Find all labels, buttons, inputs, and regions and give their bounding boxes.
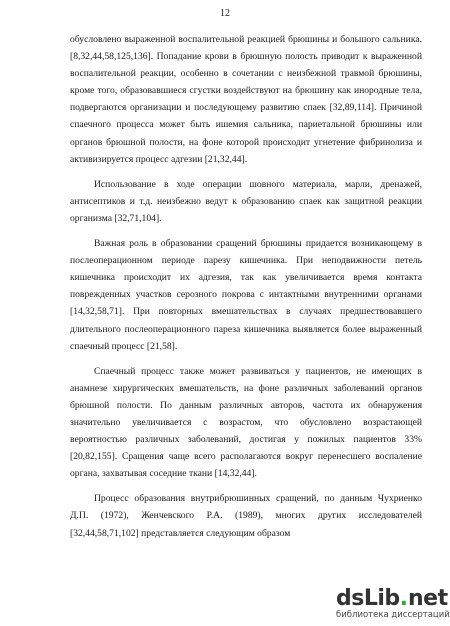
watermark-logo: dsLib (336, 586, 400, 611)
paragraph: Использование в ходе операции шовного материала, марли, дренажей, антисептиков и т.д. неизбежно ведут к образованию спаек как защитной реакции организма [32,71,104]. (70, 178, 422, 224)
paragraph: обусловлено выраженной воспалительной реакцией брюшины и большого сальника. [8,32,44,58,125,136]. Попадание крови в брюшную полость приводит к выраженной воспалительной реакции, особенно в сочетании с неизбежной травмой брюшины, кроме того, образовавшиеся сгустки воздействуют на брюшину как инородные тела, подвергаются организации и последующему развитию спаек [32,89,114]. Причиной спаечного процесса может быть ишемия сальника, париетальной брюшины или органов брюшной полости, на фоне которой происходит угнетение фибринолиза и активизируется процесс адгезии [21,32,44]. (70, 34, 422, 165)
dslib-watermark (336, 586, 450, 622)
body-text (70, 31, 422, 550)
watermark-logo-tld: net (408, 586, 448, 611)
watermark-dot-icon: . (399, 586, 409, 611)
page-number: 12 (220, 8, 230, 19)
paragraph: Спаечный процесс также может развиваться у пациентов, не имеющих в анамнезе хирургических вмешательств, на фоне различных заболеваний органов брюшной полости. По данным различных авторов, частота их обнаружения значительно увеличивается с возрастом, что обусловлено возрастающей вероятностью различных заболеваний, достигая у пожилых пациентов 33% [20,82,155]. Сращения чаще всего располагаются вокруг перенесшего воспаление органа, захватывая соседние ткани [14,32,44]. (70, 365, 422, 480)
paragraph: Процесс образования внутрибрюшинных сращений, по данным Чухриенко Д.П. (1972), Женчевского Р.А. (1989), многих других исследователей [32,44,58,71,102] представляется следующим образом (70, 493, 422, 539)
paragraph: Важная роль в образовании сращений брюшины придается возникающему в послеоперационном периоде парезу кишечника. При неподвижности петель кишечника происходит их адгезия, так как увеличивается время контакта поврежденных участков серозного покрова с интактными внутренними органами [14,32,58,71]. При повторных вмешательствах в случаях предшествовавшего длительного послеоперационного пареза кишечника выявляется более выраженный спаечный процесс [21,58]. (70, 238, 422, 352)
watermark-caption: библиотека диссертаций (336, 610, 450, 620)
